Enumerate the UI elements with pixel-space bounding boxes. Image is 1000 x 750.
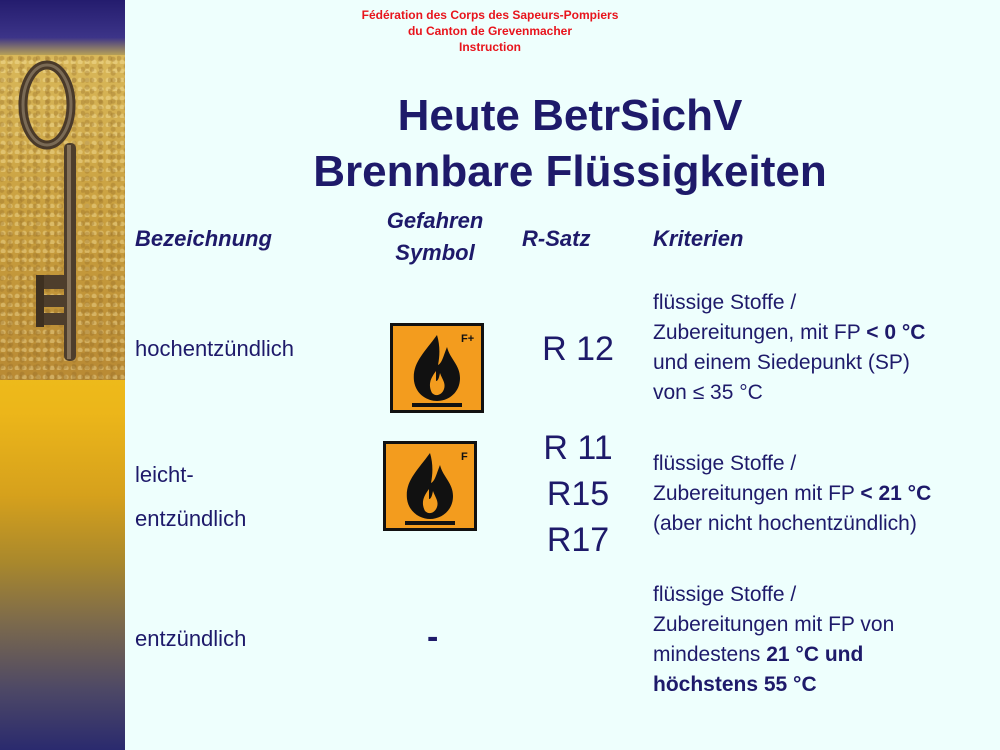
criteria-line: und einem Siedepunkt (SP)	[653, 351, 910, 374]
criteria-line: flüssige Stoffe /	[653, 291, 797, 314]
criteria-bold-value: höchstens 55 °C	[653, 673, 817, 696]
no-symbol-dash: -	[427, 618, 439, 656]
column-header-bezeichnung: Bezeichnung	[135, 226, 272, 251]
criteria-line	[653, 640, 894, 670]
rsatz-value: R17	[546, 521, 610, 559]
row-1-criteria	[653, 288, 925, 408]
title-line-1: Heute BetrSichV	[397, 91, 743, 140]
criteria-line: Zubereitungen mit FP von	[653, 613, 895, 636]
row-1-rsatz	[523, 326, 633, 372]
title-line-2: Brennbare Flüssigkeiten	[313, 147, 827, 196]
header-line-2: du Canton de Grevenmacher	[407, 24, 573, 38]
flame-hazard-icon	[383, 441, 477, 531]
row-2-criteria	[653, 449, 931, 539]
hazard-code-label: F	[461, 451, 468, 463]
rsatz-value: R 12	[542, 330, 614, 368]
row-2-label-line-2: entzündlich	[135, 506, 247, 531]
criteria-text: Zubereitungen, mit FP	[653, 321, 867, 344]
row-2-label	[135, 453, 246, 541]
criteria-text: Zubereitungen mit FP	[653, 482, 861, 505]
rsatz-value: R 11	[543, 429, 613, 467]
column-header-symbol-line-2: Symbol	[395, 240, 475, 265]
column-header-kriterien: Kriterien	[653, 226, 744, 251]
key-icon	[0, 55, 125, 380]
header-line-1: Fédération des Corps des Sapeurs-Pompiers	[361, 8, 619, 22]
row-1-label: hochentzündlich	[135, 336, 295, 361]
criteria-bold-value: < 21 °C	[860, 482, 932, 505]
row-3-criteria	[653, 580, 894, 700]
criteria-line: flüssige Stoffe /	[653, 452, 797, 475]
column-header-symbol	[370, 205, 500, 269]
row-2-label-line-1: leicht-	[135, 462, 194, 487]
row-3-label: entzündlich	[135, 626, 247, 651]
rsatz-value: R15	[546, 475, 610, 513]
column-header-symbol-line-1: Gefahren	[386, 208, 484, 233]
criteria-bold-value: 21 °C und	[766, 643, 864, 666]
criteria-line	[653, 479, 931, 509]
criteria-line: flüssige Stoffe /	[653, 583, 797, 606]
criteria-bold-value: < 0 °C	[866, 321, 926, 344]
header-line-3: Instruction	[459, 40, 521, 54]
criteria-line: (aber nicht hochentzündlich)	[653, 512, 917, 535]
column-header-rsatz: R-Satz	[522, 226, 591, 251]
row-2-rsatz	[523, 425, 633, 563]
criteria-line	[653, 670, 894, 700]
criteria-line	[653, 318, 925, 348]
organization-header	[300, 7, 680, 55]
slide-title	[250, 88, 890, 200]
criteria-line: von ≤ 35 °C	[653, 381, 763, 404]
criteria-text: mindestens	[653, 643, 767, 666]
flame-hazard-icon	[390, 323, 484, 413]
hazard-code-label: F+	[461, 333, 475, 345]
